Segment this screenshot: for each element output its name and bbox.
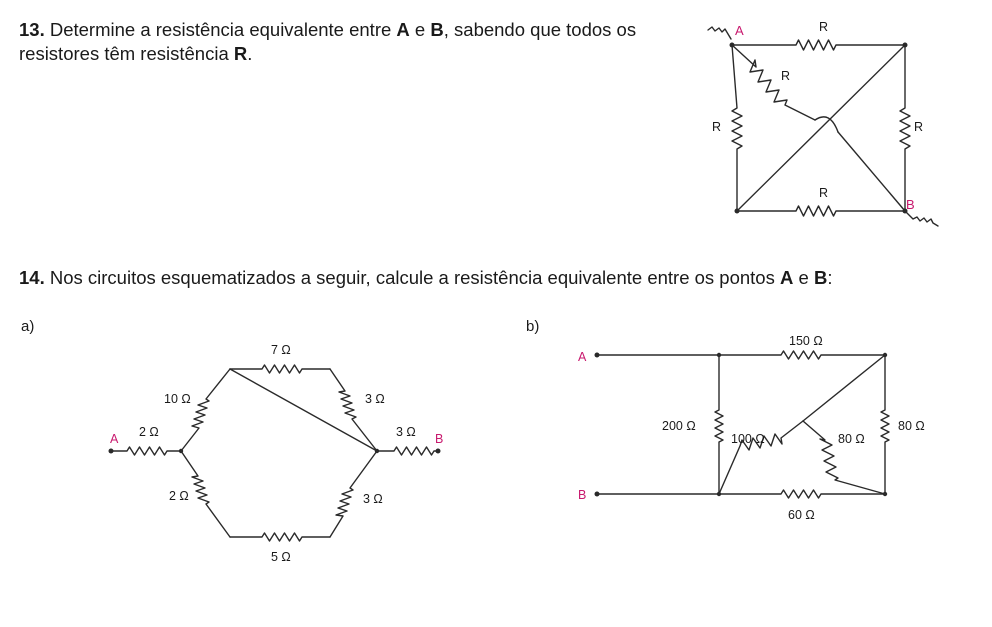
circuit-a-resistor-in xyxy=(111,447,181,455)
q13-label-a: A xyxy=(735,23,744,38)
q13-node-bl xyxy=(735,209,740,214)
q14-text: Nos circuitos esquematizados a seguir, calcule a resistência equivalente entre os pontos xyxy=(44,267,780,288)
circuit-a-label-r-top: 7 Ω xyxy=(271,343,291,357)
circuit-a-label-r-lower-left: 2 Ω xyxy=(169,489,189,503)
q14-text-e: e xyxy=(793,267,814,288)
q13-point-a: A xyxy=(396,19,410,40)
circuit-a-node-a xyxy=(109,449,114,454)
circuit-a-resistor-upper-left xyxy=(181,369,230,451)
circuit-a-label-r-out: 3 Ω xyxy=(396,425,416,439)
circuit-b-node-a xyxy=(595,353,600,358)
q13-label-r-left: R xyxy=(712,120,722,134)
question-13-number: 13. xyxy=(19,19,45,40)
circuit-a-label-r-upper-right: 3 Ω xyxy=(365,392,385,406)
circuit-b-label-b: B xyxy=(578,488,587,502)
circuit-a-resistor-upper-right xyxy=(330,369,377,451)
circuit-b-resistor-bottom xyxy=(597,490,885,498)
circuit-a-diagram xyxy=(111,365,438,541)
circuit-b-diagonal-top xyxy=(803,355,885,421)
circuit-a-diagonal xyxy=(230,369,377,451)
question-14-number: 14. xyxy=(19,267,45,288)
circuit-a-node-right xyxy=(375,449,379,453)
circuit-b-label-r-diag-right: 80 Ω xyxy=(838,432,865,446)
q14-text-end: : xyxy=(827,267,833,288)
circuit-b-node-b xyxy=(595,492,600,497)
q13-resistor-bottom xyxy=(737,206,905,216)
q13-text-e: e xyxy=(409,19,431,40)
q13-diag-rest xyxy=(838,132,905,211)
q13-lead-a xyxy=(708,27,731,39)
q13-lead-b xyxy=(905,211,938,226)
q13-node-tr xyxy=(903,43,908,48)
q13-resistor-top xyxy=(732,40,905,50)
circuit-a-label-b: B xyxy=(435,432,444,446)
q13-text-2: , sabendo que todos os resistores têm resistência xyxy=(19,19,637,64)
circuit-a-label-r-lower-right: 3 Ω xyxy=(363,492,383,506)
circuit-b-label-a: A xyxy=(578,350,587,364)
q13-label-r-diag: R xyxy=(781,69,791,83)
circuit-a-node-b xyxy=(436,449,441,454)
circuit-a-label-r-upper-left: 10 Ω xyxy=(164,392,191,406)
q13-point-b: B xyxy=(430,19,444,40)
circuit-a-resistor-out xyxy=(377,447,438,455)
circuit-b-node-bottom-right xyxy=(883,492,887,496)
q13-resistor-diag xyxy=(732,45,815,120)
circuit-a-label-r-bottom: 5 Ω xyxy=(271,550,291,564)
q13-r-symbol: R xyxy=(233,43,248,64)
q13-label-b: B xyxy=(906,197,915,212)
circuit-b-node-bottom-mid xyxy=(717,492,721,496)
q14-point-b: B xyxy=(813,267,828,288)
circuit-b-resistor-left xyxy=(715,355,723,494)
circuit-b-diagram xyxy=(597,351,889,498)
q13-resistor-left xyxy=(732,45,742,211)
q13-node-a xyxy=(730,43,735,48)
circuit-b-resistor-top xyxy=(597,351,885,359)
circuit-a-label-r-in: 2 Ω xyxy=(139,425,159,439)
circuit-b-label-r-bottom: 60 Ω xyxy=(788,508,815,522)
circuit-a-resistor-bottom xyxy=(230,533,330,541)
circuit-b-node-top-mid xyxy=(717,353,721,357)
circuit-b-label-r-top: 150 Ω xyxy=(789,334,823,348)
q13-text-end: . xyxy=(247,43,253,64)
circuit-a-resistor-top xyxy=(230,365,330,373)
circuit-a-label-a: A xyxy=(110,432,119,446)
circuit-b-label-r-right: 80 Ω xyxy=(898,419,925,433)
q14-point-a: A xyxy=(780,267,794,288)
q13-resistor-right xyxy=(900,45,910,211)
circuit-a-label: a) xyxy=(21,318,35,335)
circuit-b-node-top-right xyxy=(883,353,887,357)
circuit-a-node-left xyxy=(179,449,183,453)
circuit-b-label-r-diag-left: 100 Ω xyxy=(731,432,765,446)
circuit-b-label-r-left: 200 Ω xyxy=(662,419,696,433)
q13-label-r-top: R xyxy=(819,20,829,34)
circuit-b-label: b) xyxy=(526,318,540,335)
q13-label-r-right: R xyxy=(914,120,924,134)
q13-text-1: Determine a resistência equivalente entre xyxy=(44,19,397,40)
circuit-b-resistor-right xyxy=(881,355,889,494)
q13-label-r-bottom: R xyxy=(819,186,829,200)
